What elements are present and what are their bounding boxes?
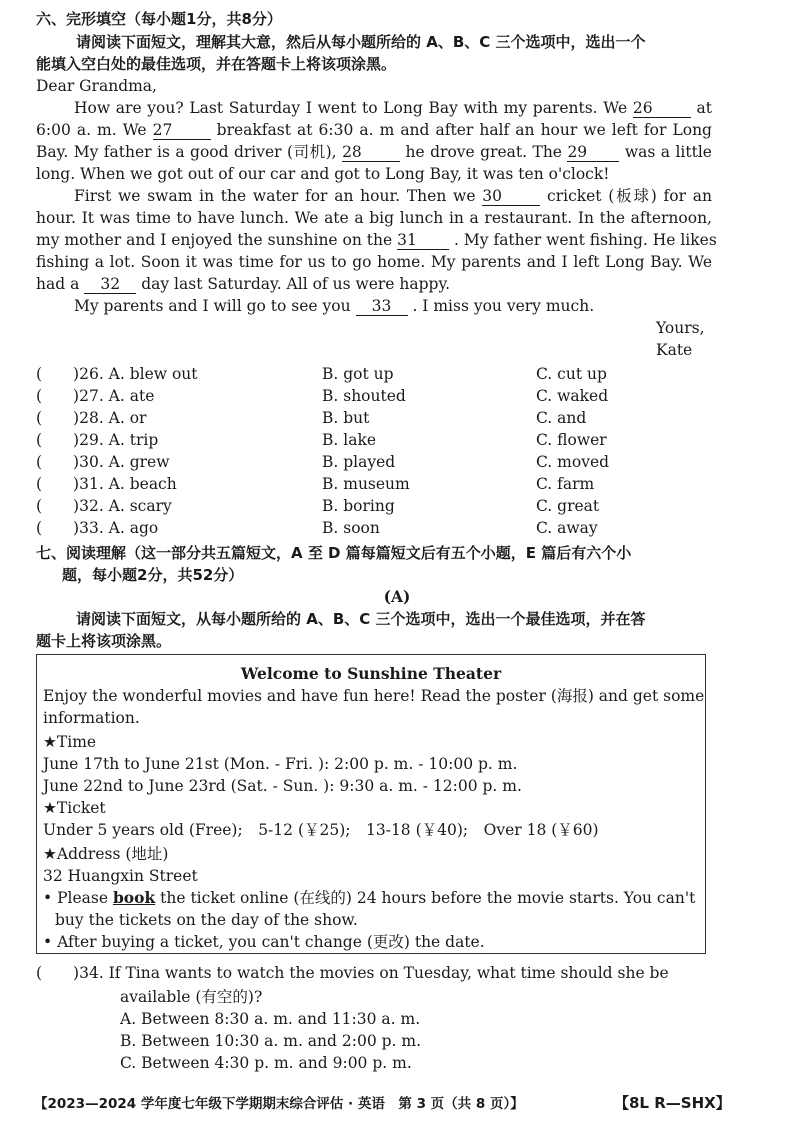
poster-intro-2: information.: [43, 709, 140, 727]
passage-line-3: Bay. My father is a good driver (司机), 28 he drove great. The 29 was a little: [36, 143, 712, 161]
part-a-label: (A): [383, 587, 411, 606]
option-27-c: C. waked: [536, 387, 609, 405]
theater-poster: [36, 654, 706, 954]
question-29: ( )29. A. trip: [36, 431, 159, 449]
letter-closing: Yours,: [656, 319, 705, 337]
blank-29: 29: [567, 143, 619, 162]
blank-28: 28: [342, 143, 400, 162]
poster-note-1-cont: buy the tickets on the day of the show.: [55, 911, 358, 929]
poster-ticket-prices: Under 5 years old (Free); 5-12 (￥25); 13-18 (￥40); Over 18 (￥60): [43, 821, 599, 839]
option-32-b: B. boring: [322, 497, 395, 515]
option-28-b: B. but: [322, 409, 370, 427]
option-31-b: B. museum: [322, 475, 410, 493]
option-26-b: B. got up: [322, 365, 394, 383]
option-29-c: C. flower: [536, 431, 607, 449]
section6-heading: 六、完形填空（每小题1分，共8分）: [36, 10, 282, 28]
section7-heading-1: 七、阅读理解（这一部分共五篇短文，A 至 D 篇每篇短文后有五个小题，E 篇后有六个小: [36, 544, 632, 562]
option-33-c: C. away: [536, 519, 598, 537]
section7-instruction-2: 题卡上将该项涂黑。: [36, 632, 172, 650]
passage-line-1: How are you? Last Saturday I went to Long Bay with my parents. We 26 at: [74, 99, 712, 117]
letter-signature: Kate: [656, 341, 693, 359]
passage-line-2: 6:00 a. m. We 27 breakfast at 6:30 a. m and after half an hour we left for Long: [36, 121, 712, 139]
poster-time-weekend: June 22nd to June 23rd (Sat. - Sun. ): 9:30 a. m. - 12:00 p. m.: [43, 777, 522, 795]
option-29-b: B. lake: [322, 431, 377, 449]
question-34-stem: ( )34. If Tina wants to watch the movies on Tuesday, what time should she be: [36, 964, 669, 982]
poster-ticket-heading: ★Ticket: [43, 799, 106, 817]
poster-note-2: • After buying a ticket, you can't change (更改) the date.: [43, 933, 485, 951]
question-34-option-c: C. Between 4:30 p. m. and 9:00 p. m.: [120, 1054, 412, 1072]
blank-27: 27: [153, 121, 211, 140]
question-34-stem-cont: available (有空的)?: [120, 988, 263, 1006]
passage-line-10: My parents and I will go to see you 33 . I miss you very much.: [74, 297, 595, 315]
blank-26: 26: [633, 99, 691, 118]
option-30-c: C. moved: [536, 453, 610, 471]
question-31: ( )31. A. beach: [36, 475, 177, 493]
passage-line-5: First we swam in the water for an hour. Then we 30 cricket (板球) for an: [74, 187, 712, 205]
question-34-option-b: B. Between 10:30 a. m. and 2:00 p. m.: [120, 1032, 422, 1050]
passage-line-8: fishing a lot. Soon it was time for us to go home. My parents and I left Long Bay. We: [36, 253, 712, 271]
poster-time-heading: ★Time: [43, 733, 97, 751]
option-26-c: C. cut up: [536, 365, 607, 383]
passage-line-9: had a 32 day last Saturday. All of us were happy.: [36, 275, 451, 293]
poster-note-1: • Please book the ticket online (在线的) 24 hours before the movie starts. You can't: [43, 888, 696, 907]
question-27: ( )27. A. ate: [36, 387, 155, 405]
option-30-b: B. played: [322, 453, 396, 471]
poster-address: 32 Huangxin Street: [43, 867, 198, 885]
blank-31: 31: [397, 231, 449, 250]
question-28: ( )28. A. or: [36, 409, 147, 427]
blank-32: 32: [84, 275, 136, 294]
poster-title: Welcome to Sunshine Theater: [240, 664, 502, 683]
blank-33: 33: [356, 297, 408, 316]
blank-30: 30: [482, 187, 540, 206]
section7-instruction-1: 请阅读下面短文，从每小题所给的 A、B、C 三个选项中，选出一个最佳选项，并在答: [76, 610, 646, 628]
question-33: ( )33. A. ago: [36, 519, 159, 537]
letter-greeting: Dear Grandma,: [36, 77, 157, 95]
footer-page-info: 【2023—2024 学年度七年级下学期期末综合评估 · 英语 第 3 页（共 8 页）】: [34, 1096, 524, 1112]
poster-address-heading: ★Address (地址): [43, 845, 169, 863]
question-34-option-a: A. Between 8:30 a. m. and 11:30 a. m.: [120, 1010, 421, 1028]
passage-line-6: hour. It was time to have lunch. We ate a big lunch in a restaurant. In the afternoon,: [36, 209, 712, 227]
book-word: book: [112, 888, 156, 907]
option-32-c: C. great: [536, 497, 600, 515]
option-33-b: B. soon: [322, 519, 380, 537]
section7-heading-2: 题，每小题2分，共52分）: [62, 566, 244, 584]
footer-code: 【8L R—SHX】: [614, 1094, 731, 1112]
section6-instruction-1: 请阅读下面短文，理解其大意，然后从每小题所给的 A、B、C 三个选项中，选出一个: [76, 33, 646, 51]
question-26: ( )26. A. blew out: [36, 365, 198, 383]
poster-time-weekday: June 17th to June 21st (Mon. - Fri. ): 2:00 p. m. - 10:00 p. m.: [43, 755, 518, 773]
passage-line-4: long. When we got out of our car and got to Long Bay, it was ten o'clock!: [36, 165, 610, 183]
poster-intro-1: Enjoy the wonderful movies and have fun here! Read the poster (海报) and get some: [43, 687, 705, 705]
passage-line-7: my mother and I enjoyed the sunshine on the 31 . My father went fishing. He likes: [36, 231, 717, 249]
option-27-b: B. shouted: [322, 387, 406, 405]
section6-instruction-2: 能填入空白处的最佳选项，并在答题卡上将该项涂黑。: [36, 55, 397, 73]
option-31-c: C. farm: [536, 475, 595, 493]
option-28-c: C. and: [536, 409, 587, 427]
question-32: ( )32. A. scary: [36, 497, 172, 515]
question-30: ( )30. A. grew: [36, 453, 170, 471]
